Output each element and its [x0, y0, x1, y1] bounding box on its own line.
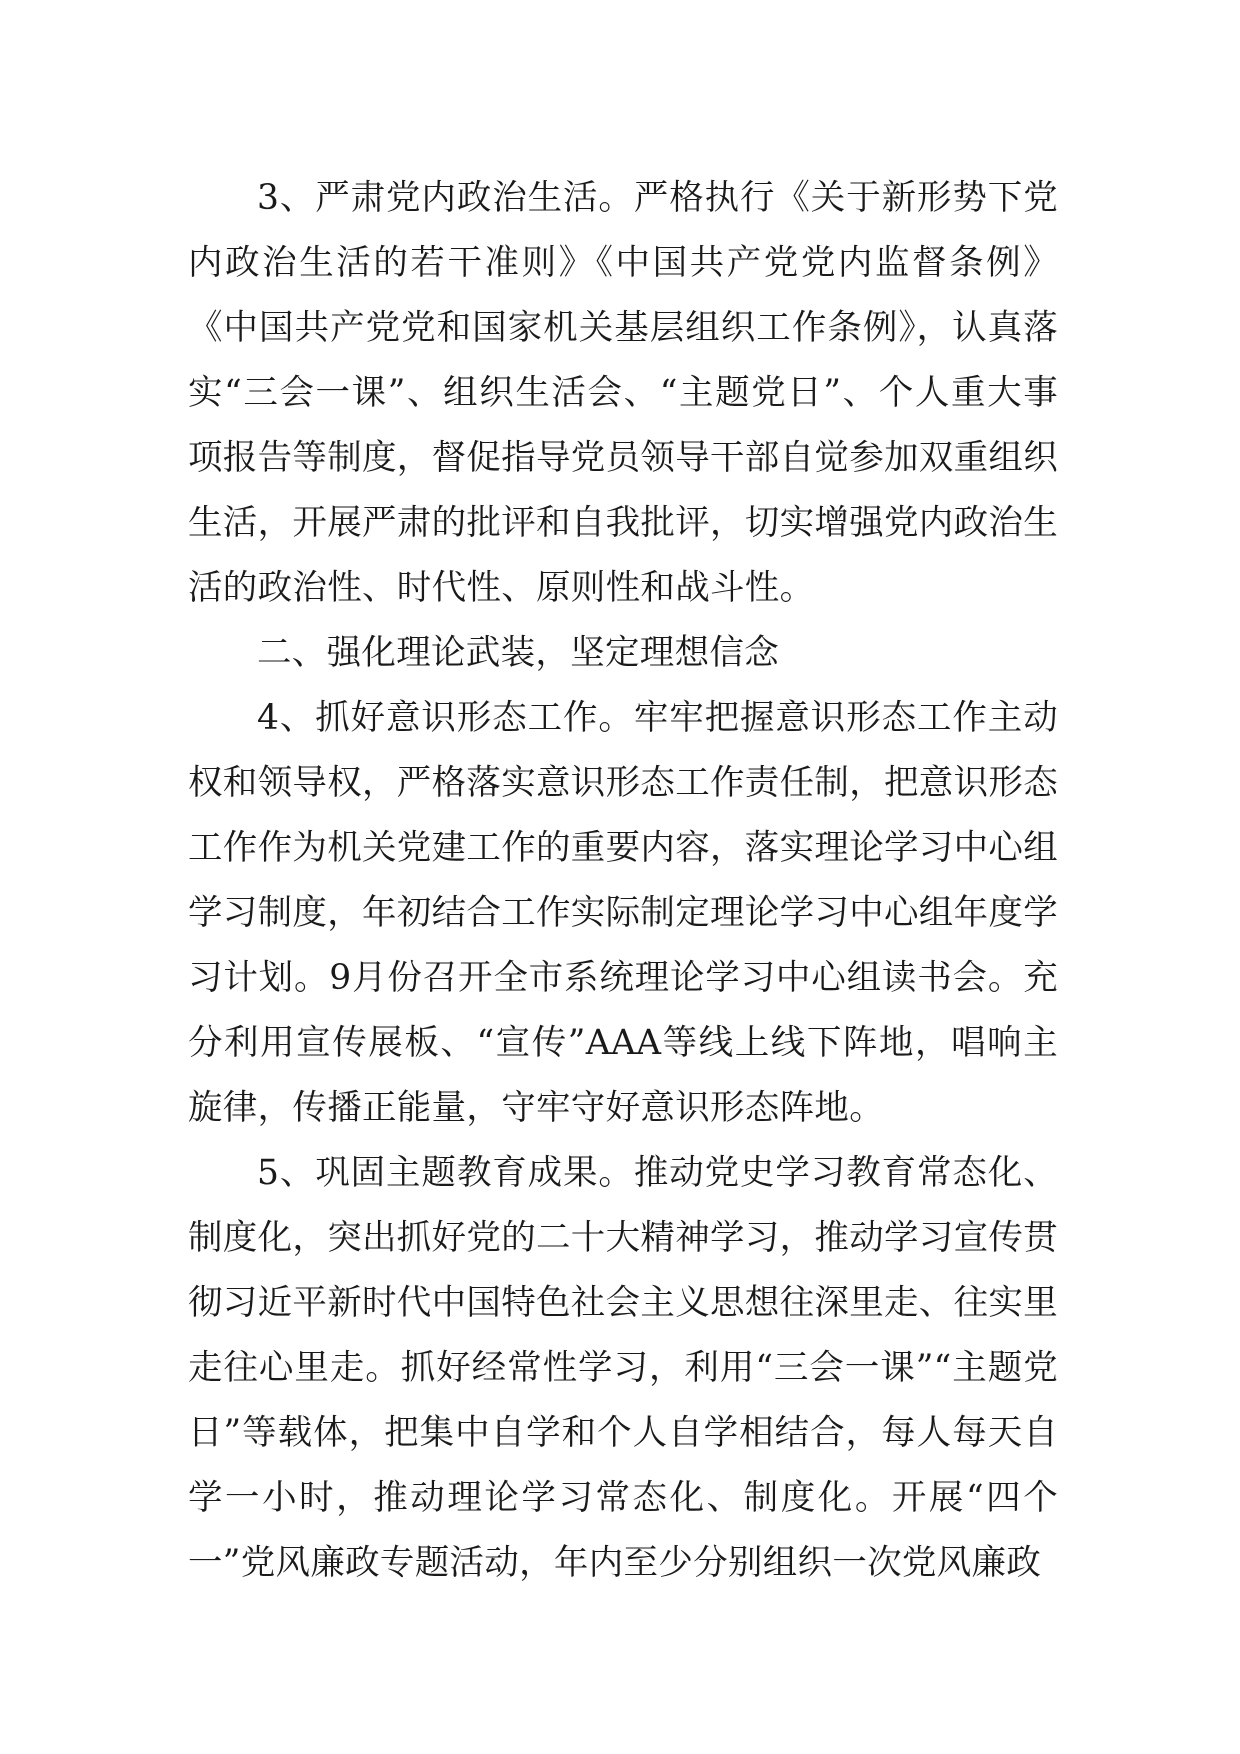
- paragraph-item-5: 5、巩固主题教育成果。推动党史学习教育常态化、制度化，突出抓好党的二十大精神学习，推动学习宣传贯彻习近平新时代中国特色社会主义思想往深里走、往实里走往心里走。抓好经常性学习，利用“三会一课”“主题党日”等载体，把集中自学和个人自学相结合，每人每天自学一小时，推动理论学习常态化、制度化。开展“四个一”党风廉政专题活动，年内至少分别组织一次党风廉政: [188, 1153, 1058, 1583]
- document-body: [188, 166, 1058, 1596]
- paragraph-item-4: 4、抓好意识形态工作。牢牢把握意识形态工作主动权和领导权，严格落实意识形态工作责任制，把意识形态工作作为机关党建工作的重要内容，落实理论学习中心组学习制度，年初结合工作实际制定理论学习中心组年度学习计划。9月份召开全市系统理论学习中心组读书会。充分利用宣传展板、“宣传”AAA等线上线下阵地，唱响主旋律，传播正能量，守牢守好意识形态阵地。: [188, 698, 1058, 1128]
- paragraph-item-3: 3、严肃党内政治生活。严格执行《关于新形势下党内政治生活的若干准则》《中国共产党党内监督条例》《中国共产党党和国家机关基层组织工作条例》，认真落实“三会一课”、组织生活会、“主题党日”、个人重大事项报告等制度，督促指导党员领导干部自觉参加双重组织生活，开展严肃的批评和自我批评，切实增强党内政治生活的政治性、时代性、原则性和战斗性。: [188, 178, 1058, 608]
- section-heading-2: 二、强化理论武装，坚定理想信念: [257, 633, 779, 673]
